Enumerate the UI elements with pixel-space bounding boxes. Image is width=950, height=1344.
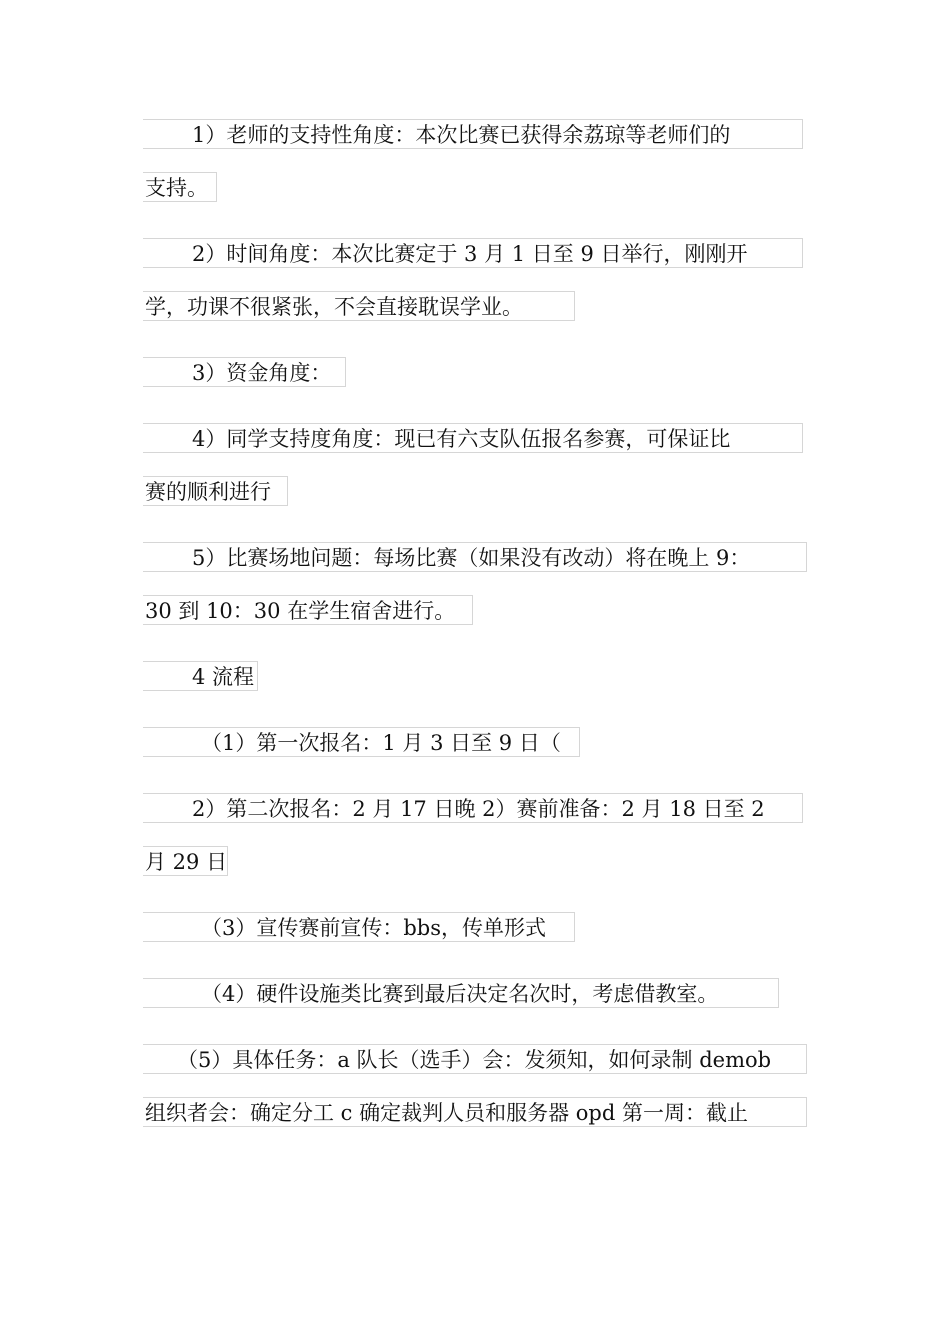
paragraph-teacher-support-line-2: 支持。 [143, 172, 217, 202]
paragraph-student-support-line-2: 赛的顺利进行 [143, 476, 288, 506]
process-item-5-line-2: 组织者会：确定分工 c 确定裁判人员和服务器 opd 第一周：截止 [143, 1097, 807, 1127]
paragraph-student-support-line-1: 4）同学支持度角度：现已有六支队伍报名参赛，可保证比 [143, 423, 803, 453]
paragraph-funding-line: 3）资金角度： [143, 357, 346, 387]
section-heading-process: 4 流程 [143, 661, 258, 691]
process-item-4: （4）硬件设施类比赛到最后决定名次时，考虑借教室。 [143, 978, 779, 1008]
paragraph-time-line-2: 学，功课不很紧张，不会直接耽误学业。 [143, 291, 575, 321]
process-item-2-line-1: 2）第二次报名：2 月 17 日晚 2）赛前准备：2 月 18 日至 2 [143, 793, 803, 823]
paragraph-venue-line-2: 30 到 10：30 在学生宿舍进行。 [143, 595, 473, 625]
paragraph-teacher-support-line-1: 1）老师的支持性角度：本次比赛已获得余荔琼等老师们的 [143, 119, 803, 149]
process-item-1: （1）第一次报名：1 月 3 日至 9 日（ [143, 727, 580, 757]
process-item-3: （3）宣传赛前宣传：bbs，传单形式 [143, 912, 575, 942]
process-item-5-line-1: （5）具体任务：a 队长（选手）会：发须知，如何录制 demob [143, 1044, 807, 1074]
paragraph-venue-line-1: 5）比赛场地问题：每场比赛（如果没有改动）将在晚上 9： [143, 542, 807, 572]
paragraph-time-line-1: 2）时间角度：本次比赛定于 3 月 1 日至 9 日举行，刚刚开 [143, 238, 803, 268]
process-item-2-line-2: 月 29 日 [143, 846, 228, 876]
